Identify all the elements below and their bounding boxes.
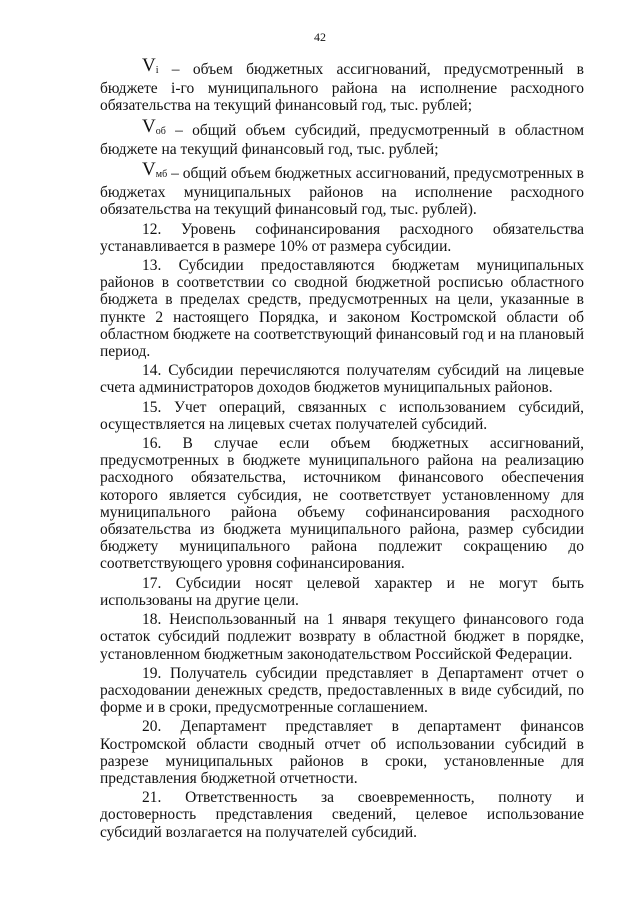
paragraph-14: 14. Субсидии перечисляются получателям субсидий на лицевые счета администраторов доходов бюджетов муниципальных районов. — [100, 362, 584, 397]
paragraph-19: 19. Получатель субсидии представляет в Департамент отчет о расходовании денежных средств, предоставленных в виде субсидий, по форме и в сроки, предусмотренные соглашением. — [100, 664, 584, 717]
formula-subscript: i — [155, 65, 159, 76]
paragraph-15: 15. Учет операций, связанных с использованием субсидий, осуществляется на лицевых счетах получателей субсидий. — [100, 398, 584, 433]
definition-text: – общий объем бюджетных ассигнований, предусмотренных в бюджетах муниципальных районов на исполнение расходного обязательства на текущий финансовый год, тыс. рублей). — [100, 165, 584, 219]
definition-item — [100, 159, 584, 219]
formula-subscript: мб — [155, 169, 168, 181]
definition-text: – общий объем субсидий, предусмотренный в областном бюджете на текущий финансовый год, тыс. рублей; — [100, 121, 584, 158]
formula-symbol: $V_{мб}$ — [142, 159, 168, 181]
formula-symbol: $V_i$ — [142, 55, 159, 76]
page-number: 42 — [314, 30, 326, 44]
formula-symbol: $V_{об}$ — [142, 115, 166, 137]
definition-item — [100, 115, 584, 158]
document-body — [100, 55, 584, 843]
paragraph-21: 21. Ответственность за своевременность, полноту и достоверность представления сведений, целевое использование субсидий возлагается на получателей субсидий. — [100, 789, 584, 841]
paragraph-12: 12. Уровень софинансирования расходного обязательства устанавливается в размере 10% от размера субсидии. — [100, 220, 584, 255]
paragraph-20: 20. Департамент представляет в департамент финансов Костромской области сводный отчет об использовании субсидий в разрезе муниципальных районов в сроки, установленные для представления бюджетной отчетности. — [100, 718, 584, 787]
definition-text: – объем бюджетных ассигнований, предусмотренный в бюджете i-го муниципального района на исполнение расходного обязательства на текущий финансовый год, тыс. рублей; — [100, 61, 584, 115]
paragraph-13: 13. Субсидии предоставляются бюджетам муниципальных районов в соответствии со сводной бюджетной росписью областного бюджета в пределах средств, предусмотренных на цели, указанные в пункте 2 настоящего Порядка, и законом Костромской области об областном бюджете на соответствующий финансовый год и на плановый период. — [100, 257, 584, 361]
paragraph-18: 18. Неиспользованный на 1 января текущего финансового года остаток субсидий подлежит возврату в областной бюджет в порядке, установленном бюджетным законодательством Российской Федерации. — [100, 611, 584, 663]
definition-item — [100, 55, 584, 115]
formula-subscript: об — [155, 125, 166, 137]
paragraph-17: 17. Субсидии носят целевой характер и не могут быть использованы на другие цели. — [100, 574, 584, 609]
paragraph-16: 16. В случае если объем бюджетных ассигнований, предусмотренных в бюджете муниципального района на реализацию расходного обязательства, источником финансового обеспечения которого является субсидия, не соответствует установленному для муниципального района объему софинансирования расходного обязательства из бюджета муниципального района, размер субсидии бюджету муниципального района подлежит сокращению до соответствующего уровня софинансирования. — [100, 435, 584, 573]
